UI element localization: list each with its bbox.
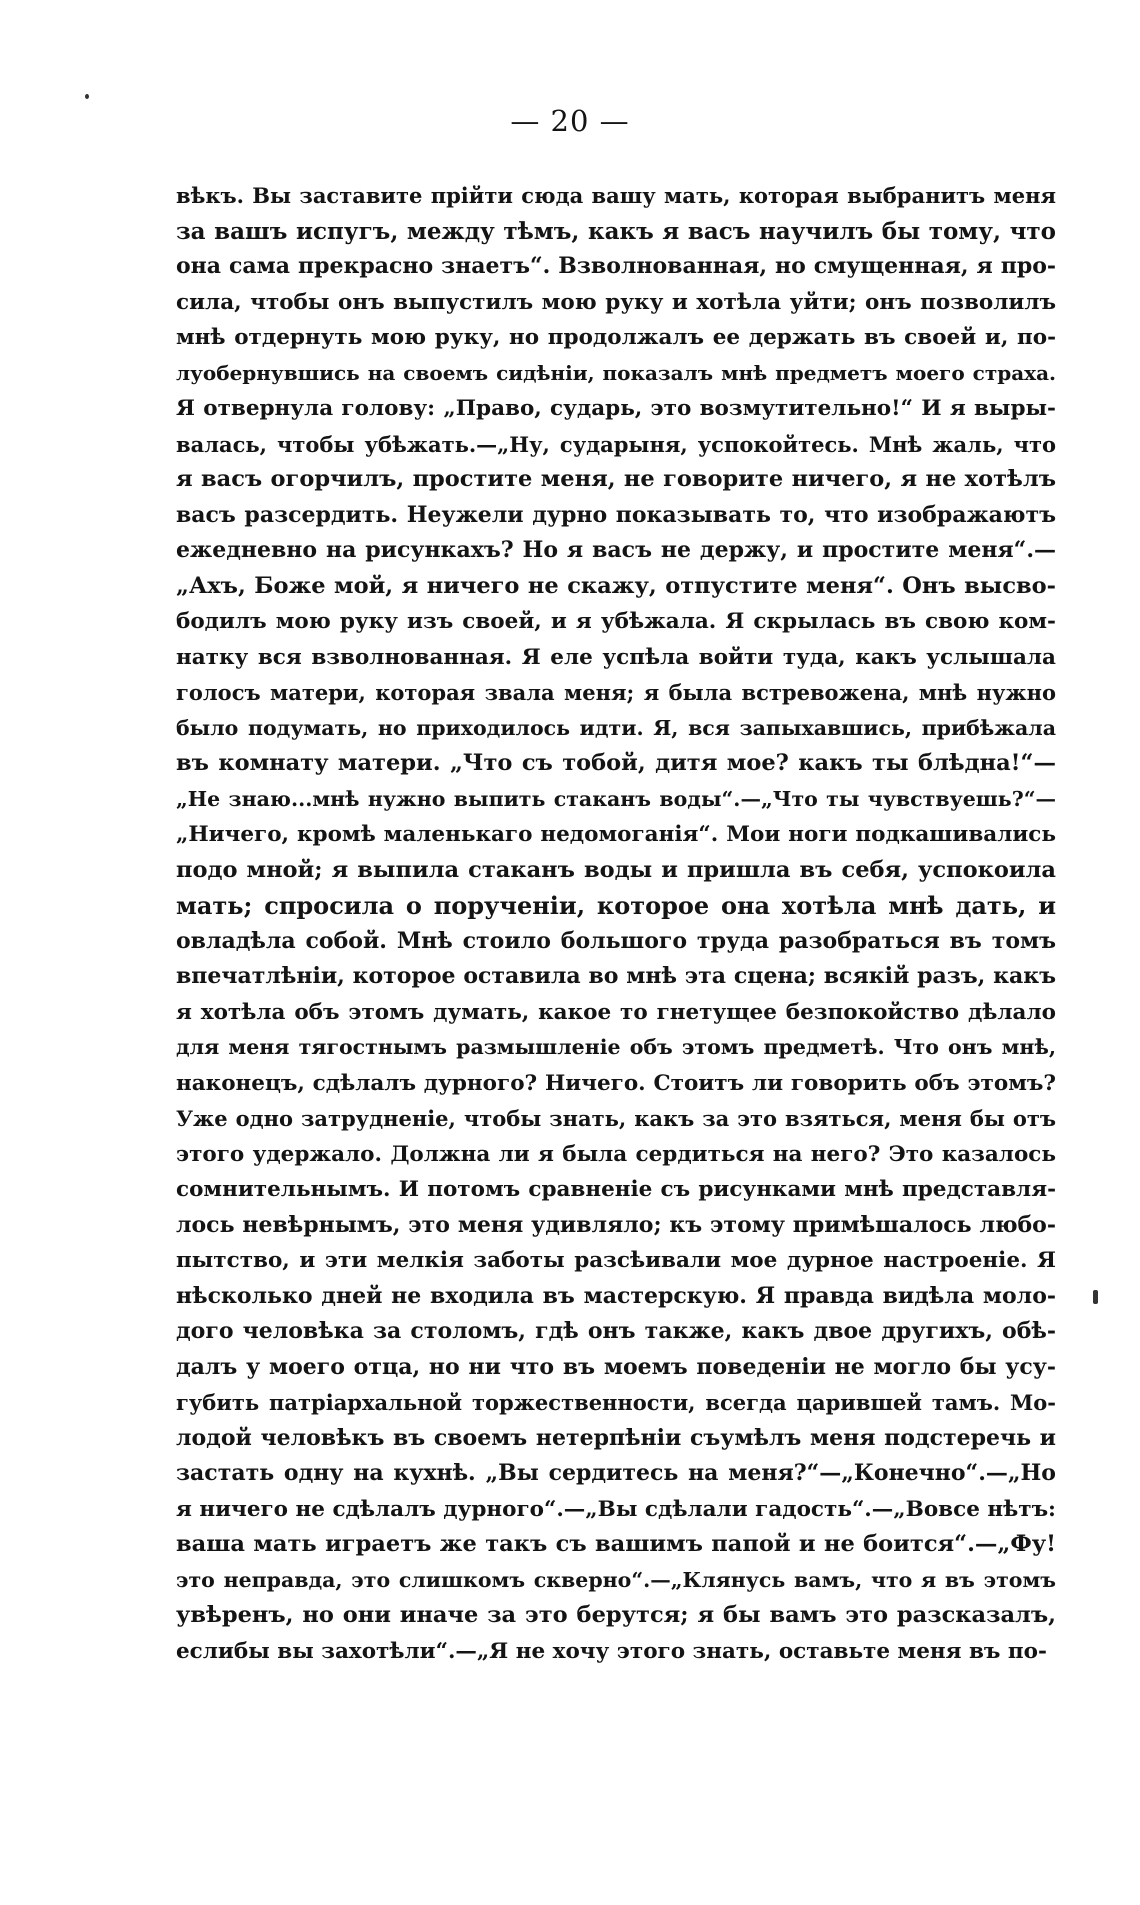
text-line: для меня тягостнымъ размышленіе объ этомъ предметѣ. Что онъ мнѣ, [176, 1035, 1056, 1059]
text-line: я ничего не сдѣлалъ дурного“.—„Вы сдѣлали гадость“.—„Вовсе нѣтъ: [176, 1496, 1056, 1522]
text-line: „Ахъ, Боже мой, я ничего не скажу, отпустите меня“. Онъ высво- [176, 572, 1056, 599]
text-line: Я отвернула голову: „Право, сударь, это возмутительно!“ И я выры- [176, 396, 1056, 421]
text-line: „Не знаю...мнѣ нужно выпить стаканъ воды“.—„Что ты чувствуешь?“— [176, 786, 1056, 811]
text-line: голосъ матери, которая звала меня; я была встревожена, мнѣ нужно [176, 680, 1056, 705]
text-line: дого человѣка за столомъ, гдѣ онъ также, какъ двое другихъ, обѣ- [176, 1318, 1056, 1344]
ink-speck [1093, 1290, 1098, 1304]
text-line: подо мной; я выпила стаканъ воды и пришла въ себя, успокоила [176, 856, 1056, 883]
text-line: валась, чтобы убѣжать.—„Ну, сударыня, успокойтесь. Мнѣ жаль, что [176, 431, 1056, 457]
text-line: она сама прекрасно знаетъ“. Взволнованная, но смущенная, я про- [176, 253, 1056, 279]
text-line: застать одну на кухнѣ. „Вы сердитесь на меня?“—„Конечно“.—„Но [176, 1460, 1056, 1486]
text-line: натку вся взволнованная. Я еле успѣла войти туда, какъ услышала [176, 644, 1056, 670]
text-line: губить патріархальной торжественности, всегда царившей тамъ. Мо- [176, 1390, 1056, 1415]
text-line: наконецъ, сдѣлалъ дурного? Ничего. Стоитъ ли говорить объ этомъ? [176, 1070, 1056, 1096]
text-line: это неправда, это слишкомъ скверно“.—„Клянусь вамъ, что я въ этомъ [176, 1567, 1056, 1592]
text-line: нѣсколько дней не входила въ мастерскую. Я правда видѣла моло- [176, 1282, 1056, 1309]
text-line: сомнительнымъ. И потомъ сравненіе съ рисунками мнѣ представля- [176, 1177, 1056, 1202]
text-line: этого удержало. Должна ли я была сердиться на него? Это казалось [176, 1141, 1056, 1167]
text-line: луобернувшись на своемъ сидѣніи, показалъ мнѣ предметъ моего страха. [176, 360, 1056, 385]
body-text [176, 178, 1056, 1669]
text-line: Уже одно затрудненіе, чтобы знать, какъ за это взяться, меня бы отъ [176, 1106, 1056, 1131]
text-line: за вашъ испугъ, между тѣмъ, какъ я васъ научилъ бы тому, что [176, 217, 1056, 245]
text-line: впечатлѣніи, которое оставила во мнѣ эта сцена; всякій разъ, какъ [176, 963, 1056, 989]
text-line: я васъ огорчилъ, простите меня, не говорите ничего, я не хотѣлъ [176, 466, 1056, 492]
text-line: бодилъ мою руку изъ своей, и я убѣжала. Я скрылась въ свою ком- [176, 609, 1056, 634]
text-line: въ комнату матери. „Что съ тобой, дитя мое? какъ ты блѣдна!“— [176, 750, 1056, 776]
text-line: ежедневно на рисункахъ? Но я васъ не держу, и простите меня“.— [176, 537, 1056, 563]
ink-speck [85, 94, 89, 99]
text-line: еслибы вы захотѣли“.—„Я не хочу этого знать, оставьте меня въ по- [176, 1638, 1047, 1664]
text-line: далъ у моего отца, но ни что въ моемъ поведеніи не могло бы усу- [176, 1353, 1056, 1380]
text-line: васъ разсердить. Неужели дурно показывать то, что изображаютъ [176, 501, 1056, 528]
text-line: вѣкъ. Вы заставите прійти сюда вашу мать, которая выбранитъ меня [176, 183, 1056, 208]
text-line: увѣренъ, но они иначе за это берутся; я бы вамъ это разсказалъ, [176, 1602, 1056, 1628]
text-line: лодой человѣкъ въ своемъ нетерпѣніи съумѣлъ меня подстеречь и [176, 1424, 1056, 1451]
text-line: „Ничего, кромѣ маленькаго недомоганія“. Мои ноги подкашивались [176, 822, 1056, 847]
text-line: лось невѣрнымъ, это меня удивляло; къ этому примѣшалось любо- [176, 1211, 1056, 1238]
text-line: овладѣла собой. Мнѣ стоило большого труда разобраться въ томъ [176, 927, 1056, 954]
page-number: — 20 — [510, 104, 630, 138]
text-line: ваша мать играетъ же такъ съ вашимъ папой и не боится“.—„Фу! [176, 1531, 1056, 1557]
text-line: мнѣ отдернуть мою руку, но продолжалъ ее держать въ своей и, по- [176, 325, 1056, 350]
text-line: сила, чтобы онъ выпустилъ мою руку и хотѣла уйти; онъ позволилъ [176, 289, 1056, 315]
text-line: пытство, и эти мелкія заботы разсѣивали мое дурное настроеніе. Я [176, 1248, 1056, 1273]
text-line: я хотѣла объ этомъ думать, какое то гнетущее безпокойство дѣлало [176, 999, 1056, 1025]
text-line: мать; спросила о порученіи, которое она хотѣла мнѣ дать, и [176, 891, 1056, 920]
text-line: было подумать, но приходилось идти. Я, вся запыхавшись, прибѣжала [176, 715, 1056, 740]
